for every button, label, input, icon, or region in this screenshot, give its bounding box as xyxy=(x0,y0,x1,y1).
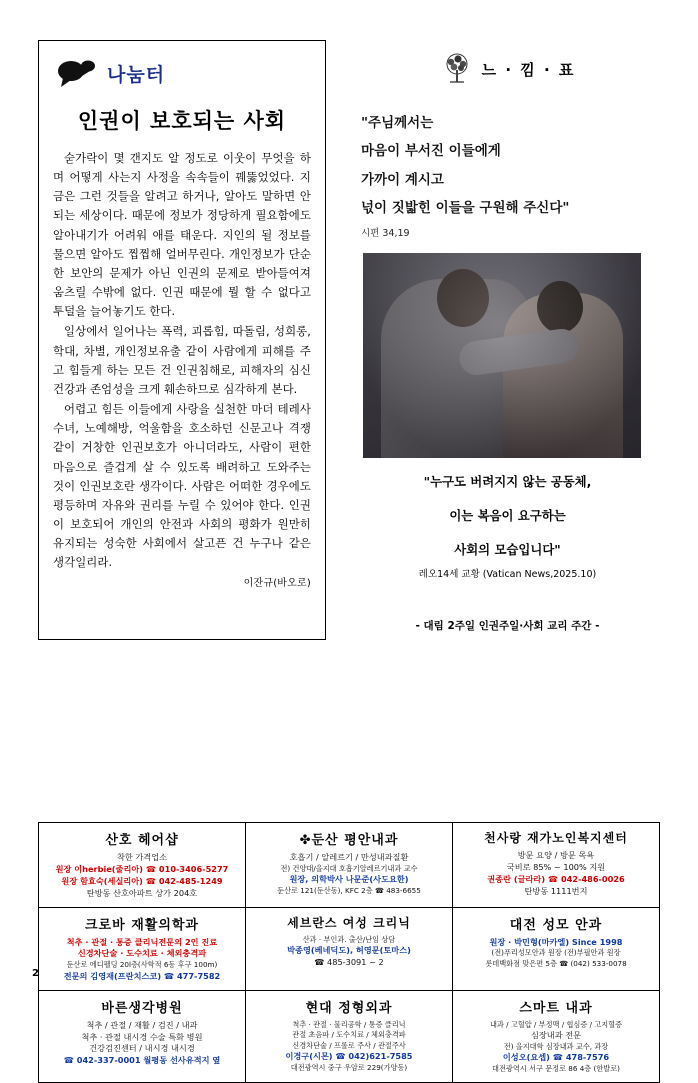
verse-reference: 시편 34,19 xyxy=(361,228,410,240)
embrace-photo xyxy=(363,253,641,458)
article-box xyxy=(38,40,326,640)
verse-line: 가까이 계시고 xyxy=(361,171,444,188)
ad-detail-line: 전) 을지대학 심장내과 교수, 과장 xyxy=(503,1042,609,1051)
article-body xyxy=(53,149,311,572)
tree-icon xyxy=(440,52,474,86)
ad-detail-line: 이성오(요셉) ☎ 478-7576 xyxy=(502,1052,610,1063)
nanumteo-logo xyxy=(57,53,311,93)
ad-detail-line: ☎ 485-3091 ~ 2 xyxy=(314,956,384,967)
ad-detail-line: 이경구(시몬) ☎ 042)621-7585 xyxy=(285,1050,413,1061)
ad-cell[interactable] xyxy=(246,823,453,908)
ad-business-name: 현대 정형외과 xyxy=(305,1000,393,1016)
ad-business-name: 산호 헤어샵 xyxy=(105,833,179,848)
ad-business-name: 대전 성모 안과 xyxy=(509,917,603,933)
ad-business-name: 천사랑 재가노인복지센터 xyxy=(484,831,628,845)
ad-detail-line: 산과 · 부인과. 출산/난임 상담 xyxy=(302,934,396,944)
ad-detail-line: 탄방동 1111번지 xyxy=(524,885,588,896)
ad-detail-line: 전) 건양대/을지대 호흡기알레르기내과 교수 xyxy=(280,863,418,873)
ad-detail-line: 내과 / 고혈압 / 부정맥 / 협심증 / 고지혈증 xyxy=(489,1019,623,1029)
ad-detail-line: (전)푸리성모안과 원장 (전)부필안과 원장 xyxy=(491,948,621,958)
nanumteo-logo-text: 나눔터 xyxy=(107,63,166,86)
ad-business-name: 세브란스 여성 크리닉 xyxy=(287,915,411,930)
ad-detail-line: 국비로 85% ~ 100% 지원 xyxy=(506,861,606,872)
ad-row xyxy=(39,990,660,1082)
speech-bubble-icon xyxy=(57,58,101,88)
article-paragraph: 어렵고 힘든 이들에게 사랑을 실천한 마더 테레사 수녀, 노예해방, 억울함을 호소하던 신문고나 격쟁 같이 거창한 인권보호가 아니더라도, 사람이 편한 마음으로 즐겁게 살 수 있도록 배려하고 도와주는 것이 인권보호란 생각이다. 사람은 어떠한 경우에도 평등하며 자유와 권리를 누릴 수 있어야 한다. 인권이 보호되어 개인의 안전과 사회의 평화가 원만히 유지되는 성숙한 사회에서 살고픈 건 누구나 같은 생각일리라. xyxy=(53,402,311,570)
advertisement-grid xyxy=(38,822,660,1083)
ad-detail-line: 착한 가격업소 xyxy=(116,852,168,862)
verse-line: 넋이 짓밟힌 이들을 구원해 주신다" xyxy=(361,199,570,216)
ad-detail-line: 권종란 (글라라) ☎ 042-486-0026 xyxy=(487,873,625,884)
ad-detail-line: 원장 함효숙(세실리아) ☎ 042-485-1249 xyxy=(61,875,223,886)
ad-detail-line: 신경차단술 / 프롤로 주사 / 관절주사 xyxy=(292,1040,406,1050)
quote-line: 이는 복음이 요구하는 xyxy=(449,507,566,523)
ad-detail-line: 관절 초음파 / 도수치료 / 체외충격파 xyxy=(292,1030,406,1040)
ad-detail-line: 신경차단술 · 도수치료 · 체외충격파 xyxy=(77,948,207,959)
ad-detail-line: 원장, 의학박사 나문준(사도요한) xyxy=(289,874,409,885)
ad-detail-line: 척추 / 관절 / 재활 / 검진 / 내과 xyxy=(86,1019,198,1030)
ad-detail-line: 롯데백화점 맞은편 5층 ☎ (042) 533-0078 xyxy=(485,958,627,968)
ad-detail-line: ☎ 042-337-0001 월평동 선사유적지 옆 xyxy=(63,1055,221,1066)
page-number: 2 xyxy=(32,968,39,979)
ad-detail-line: 원장 이herbie(줄리아) ☎ 010-3406-5277 xyxy=(55,863,229,874)
article-title: 인권이 보호되는 사회 xyxy=(77,109,287,133)
article-paragraph: 일상에서 일어나는 폭력, 괴롭힘, 따돌림, 성희롱, 학대, 차별, 개인정보유출 같이 사람에게 피해를 주고 힘들게 하는 모든 건 인권침해로, 피해자의 심신 건강과 존엄성을 크게 훼손하므로 심각하게 본다. xyxy=(53,324,311,396)
ad-detail-line: 척추 · 관절 내시경 수술 특화 병원 xyxy=(81,1031,203,1042)
ad-row xyxy=(39,907,660,990)
ad-detail-line: 방문 요양 / 방문 목욕 xyxy=(517,850,595,860)
ad-row xyxy=(39,823,660,908)
ad-business-name: 크로바 재활의학과 xyxy=(85,917,199,933)
ad-detail-line: 대전광역시 서구 문정로 86 4층 (한발로) xyxy=(492,1064,620,1074)
ad-cell[interactable] xyxy=(246,907,453,990)
ad-detail-line: 둔산로 121(둔산동), KFC 2층 ☎ 483-6655 xyxy=(277,886,421,896)
ad-detail-line: 심장내과 전문 xyxy=(530,1030,582,1041)
ad-business-name: 바른생각병원 xyxy=(101,1000,183,1016)
bible-verse xyxy=(355,112,660,239)
quote-line: 사회의 모습입니다" xyxy=(454,541,561,557)
article-byline: 이잔규(바오로) xyxy=(243,578,311,590)
ad-detail-line: 전문의 김영재(프란치스코) ☎ 477-7582 xyxy=(63,970,221,981)
devotion-header xyxy=(355,52,660,86)
ad-cell[interactable] xyxy=(453,823,660,908)
ad-cell[interactable] xyxy=(246,990,453,1082)
ad-detail-line: 척추 · 관절 · 물리공학 / 통증 클리닉 xyxy=(292,1019,406,1029)
ad-detail-line: 박종영(베네딕도), 허영문(토마스) xyxy=(287,945,411,955)
ad-cell[interactable] xyxy=(453,990,660,1082)
ad-detail-line: 둔산로 에디펠딩 20l층(사학적 6동 후구 100m) xyxy=(66,960,218,970)
verse-line: 마음이 부서진 이들에게 xyxy=(361,143,501,160)
ad-business-name: 스마트 내과 xyxy=(519,1000,593,1016)
quote-reference: 레오14세 교황 (Vatican News,2025.10) xyxy=(418,568,597,580)
photo-vignette xyxy=(363,253,641,458)
verse-line: "주님께서는 xyxy=(361,115,434,131)
ad-detail-line: 척추 · 관절 · 통증 클리닉전문의 2인 진료 xyxy=(66,936,218,947)
devotion-column xyxy=(355,52,660,633)
ad-detail-line: 원장 · 박민형(마카엘) Since 1998 xyxy=(489,936,623,947)
ad-detail-line: 대전광역시 중구 우암로 229(가양동) xyxy=(290,1062,408,1072)
devotion-footer: - 대림 2주일 인권주일·사회 교리 주간 - xyxy=(415,619,600,632)
ad-cell[interactable] xyxy=(39,823,246,908)
ad-detail-line: 호흡기 / 알레르기 / 만성내과질환 xyxy=(289,852,409,862)
ad-business-name: ✤둔산 평안내과 xyxy=(299,833,399,848)
article-paragraph: 숟가락이 몇 갠지도 알 정도로 이웃이 무엇을 하며 어떻게 사는지 사정을 속속들이 꿰뚫었었다. 지금은 그런 것들을 알려고 하거나, 알아도 말하면 안 되는 세상이다. 때문에 정보가 정당하게 필요함에도 알아내기가 어려워 애를 태운다. 지인의 될 정보를 물으면 알아도 찝찝해 얼버무린다. 개인정보가 단순한 보안의 문제가 아닌 인권의 문제로 받아들여져 움츠릴 수밖에 없다. 인권 때문에 뭘 할 수 없다고 투덜을 늘어놓기도 한다. xyxy=(53,151,311,319)
pope-quote xyxy=(355,472,660,580)
ad-cell[interactable] xyxy=(39,907,246,990)
quote-line: "누구도 버려지지 않는 공동체, xyxy=(423,474,592,490)
ad-cell[interactable] xyxy=(453,907,660,990)
devotion-title: 느 · 낌 · 표 xyxy=(481,60,576,79)
ad-cell[interactable] xyxy=(39,990,246,1082)
ad-detail-line: 탄방동 산호아파트 상가 204호 xyxy=(86,887,198,898)
ad-detail-line: 건강검진센터 / 내시경 내시경 xyxy=(89,1043,195,1054)
